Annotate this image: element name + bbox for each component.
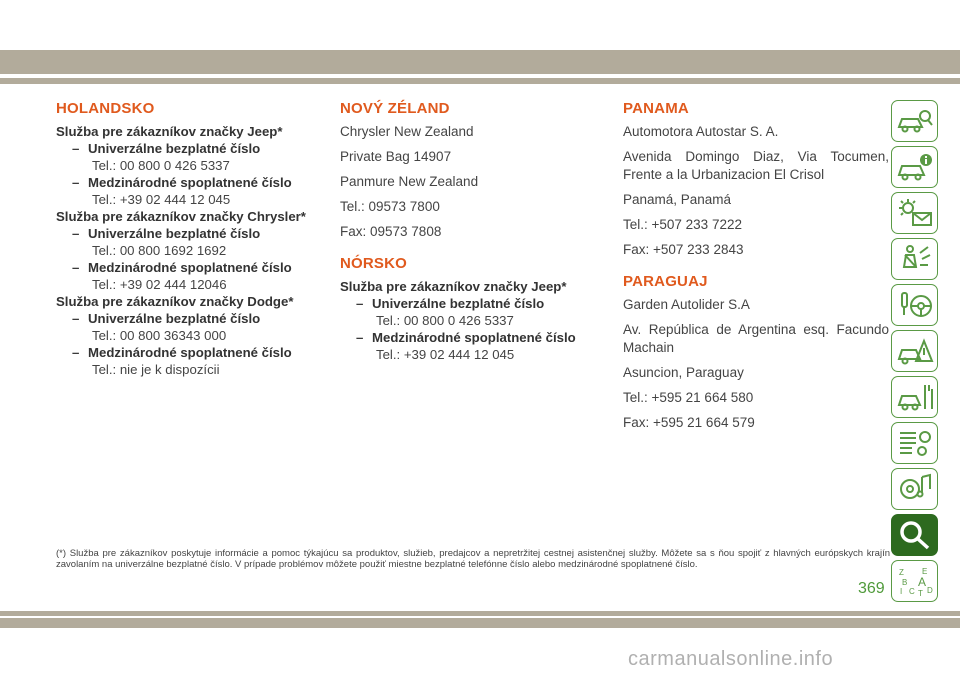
header-band <box>0 50 960 74</box>
dash: – <box>72 226 80 241</box>
service-title: Služba pre zákazníkov značky Jeep* <box>340 279 567 294</box>
address-line: Private Bag 14907 <box>340 149 452 164</box>
item-label: Medzinárodné spoplatnené číslo <box>88 345 292 360</box>
footer-band <box>0 618 960 628</box>
index-letter: T <box>917 589 923 597</box>
phone-line: Tel.: +507 233 7222 <box>623 217 742 232</box>
car-info-icon <box>896 151 934 183</box>
index-letter: E <box>921 567 927 576</box>
item-value: Tel.: +39 02 444 12046 <box>92 277 227 292</box>
address-line: Panamá, Panamá <box>623 192 732 207</box>
dash: – <box>356 330 364 345</box>
tab-technical-specs[interactable] <box>891 422 938 464</box>
index-letter: C <box>908 587 915 596</box>
address-line: Asuncion, Paraguay <box>623 365 744 380</box>
item-label: Medzinárodné spoplatnené číslo <box>372 330 576 345</box>
watermark: carmanualsonline.info <box>628 648 834 670</box>
phone-line: Tel.: 09573 7800 <box>340 199 440 214</box>
dash: – <box>72 345 80 360</box>
seatbelt-airbag-icon <box>896 243 934 275</box>
list-item <box>56 174 318 191</box>
index-letter: Z <box>898 568 904 577</box>
specs-gears-icon <box>896 427 934 459</box>
service-group <box>56 293 318 378</box>
tab-safety[interactable] <box>891 238 938 280</box>
tab-index-search[interactable] <box>891 514 938 556</box>
tab-emergency[interactable] <box>891 330 938 372</box>
item-label: Univerzálne bezplatné číslo <box>88 311 261 326</box>
item-value: Tel.: +39 02 444 12 045 <box>376 347 515 362</box>
fax-line: Fax: +507 233 2843 <box>623 242 744 257</box>
heading-paraguaj: PARAGUAJ <box>623 273 708 290</box>
tab-alphabetical-index[interactable] <box>891 560 938 602</box>
tab-starting-driving[interactable] <box>891 284 938 326</box>
list-item <box>56 140 318 157</box>
fax-line: Fax: 09573 7808 <box>340 224 442 239</box>
index-letter: D <box>926 586 933 595</box>
fax-line: Fax: +595 21 664 579 <box>623 415 755 430</box>
footnote: (*) Služba pre zákazníkov poskytuje informácie a pomoc týkajúcu sa produktov, služieb, predajcov a nepretržitej cestnej asistenčnej služby. Môžete sa s ňou spojiť z hlavných európskych krajín zavolaním na univerzálne bezplatné číslo. V prípade problémov môžete použiť miestne bezplatné telefónne číslo alebo medzinárodné spoplatnené číslo. <box>56 548 890 570</box>
column-panama-paraguaj <box>623 100 889 439</box>
alphabetical-index-icon <box>896 565 934 597</box>
tab-car-info[interactable] <box>891 146 938 188</box>
address-line: Garden Autolider S.A <box>623 297 750 312</box>
tab-car-search[interactable] <box>891 100 938 142</box>
index-letter: I <box>899 587 902 596</box>
list-item <box>340 329 602 346</box>
list-item <box>56 344 318 361</box>
car-warning-triangle-icon <box>896 335 934 367</box>
item-label: Medzinárodné spoplatnené číslo <box>88 175 292 190</box>
address-line: Av. República de Argentina esq. Facundo Machain <box>623 322 889 355</box>
item-label: Univerzálne bezplatné číslo <box>372 296 545 311</box>
heading-panama: PANAMA <box>623 100 689 117</box>
address-line: Automotora Autostar S. A. <box>623 124 779 139</box>
dash: – <box>72 311 80 326</box>
index-letter: B <box>901 578 907 587</box>
heading-norsko: NÓRSKO <box>340 255 408 272</box>
page-number: 369 <box>858 580 885 597</box>
phone-line: Tel.: +595 21 664 580 <box>623 390 754 405</box>
key-steering-wheel-icon <box>896 289 934 321</box>
item-value: Tel.: 00 800 0 426 5337 <box>92 158 230 173</box>
item-value: Tel.: 00 800 1692 1692 <box>92 243 227 258</box>
list-item <box>56 310 318 327</box>
chapter-tabs <box>891 100 941 606</box>
tab-warning-lights[interactable] <box>891 192 938 234</box>
column-novy-zeland-norsko <box>340 100 602 363</box>
service-group <box>56 208 318 293</box>
item-value: Tel.: nie je k dispozícii <box>92 362 220 377</box>
header-rule <box>0 78 960 84</box>
item-value: Tel.: +39 02 444 12 045 <box>92 192 231 207</box>
address-line: Panmure New Zealand <box>340 174 479 189</box>
car-search-icon <box>896 105 934 137</box>
heading-novy-zeland: NOVÝ ZÉLAND <box>340 100 450 117</box>
service-title: Služba pre zákazníkov značky Jeep* <box>56 124 283 139</box>
dash: – <box>72 175 80 190</box>
warning-light-message-icon <box>896 197 934 229</box>
service-group <box>56 123 318 208</box>
item-value: Tel.: 00 800 36343 000 <box>92 328 227 343</box>
item-value: Tel.: 00 800 0 426 5337 <box>376 313 514 328</box>
item-label: Univerzálne bezplatné číslo <box>88 141 261 156</box>
tab-multimedia[interactable] <box>891 468 938 510</box>
dash: – <box>72 141 80 156</box>
service-title: Služba pre zákazníkov značky Dodge* <box>56 294 294 309</box>
list-item <box>56 259 318 276</box>
list-item <box>340 295 602 312</box>
index-letter: A <box>917 575 926 589</box>
service-title: Služba pre zákazníkov značky Chrysler* <box>56 209 306 224</box>
footer-rule <box>0 611 960 616</box>
dash: – <box>356 296 364 311</box>
magnifier-icon <box>896 519 934 551</box>
car-service-tools-icon <box>896 381 934 413</box>
address-line: Avenida Domingo Diaz, Via Tocumen, Frente a la Urbanizacion El Crisol <box>623 149 889 182</box>
column-holandsko <box>56 100 318 378</box>
dash: – <box>72 260 80 275</box>
heading-holandsko: HOLANDSKO <box>56 100 155 117</box>
item-label: Medzinárodné spoplatnené číslo <box>88 260 292 275</box>
address-line: Chrysler New Zealand <box>340 124 474 139</box>
multimedia-icon <box>896 473 934 505</box>
tab-servicing[interactable] <box>891 376 938 418</box>
list-item <box>56 225 318 242</box>
item-label: Univerzálne bezplatné číslo <box>88 226 261 241</box>
